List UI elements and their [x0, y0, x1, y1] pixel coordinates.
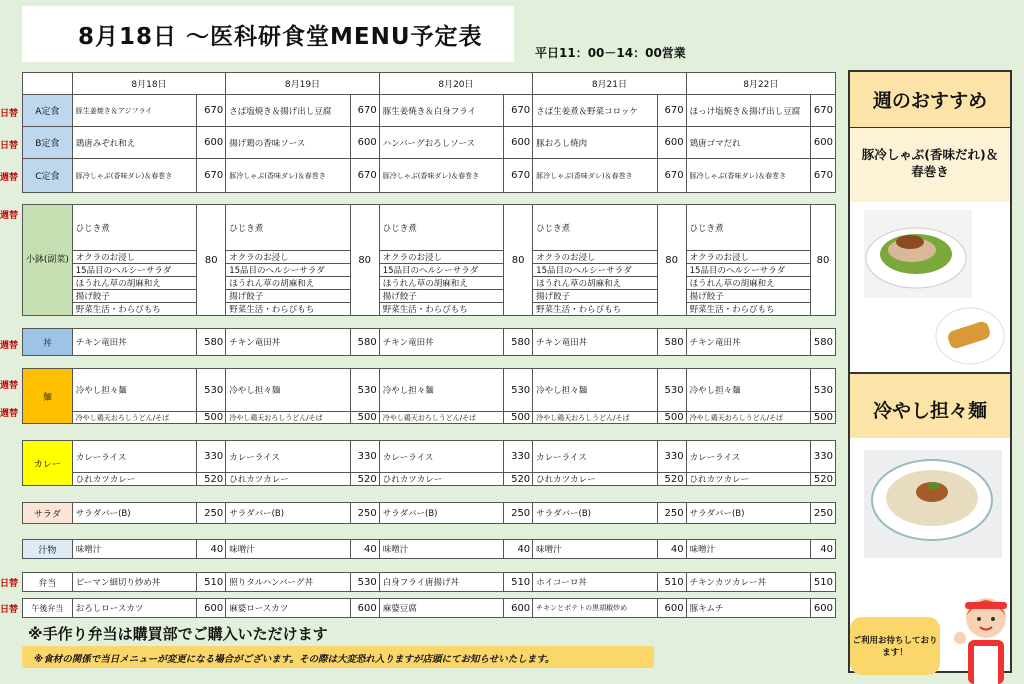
menu-item: サラダバー(B) — [226, 503, 350, 524]
price: 670 — [197, 159, 226, 193]
price: 580 — [657, 329, 686, 356]
menu-item: 照りタルハンバーグ丼 — [226, 573, 350, 592]
menu-item: 15品目のヘルシーサラダ — [686, 264, 810, 277]
price: 600 — [504, 127, 533, 159]
menu-item: ひじき煮 — [379, 205, 503, 251]
menu-item: ハンバーグおろしソース — [379, 127, 503, 159]
bento-row — [23, 573, 836, 592]
don-row — [23, 329, 836, 356]
menu-item: 15品目のヘルシーサラダ — [72, 264, 196, 277]
menu-item: ほうれん草の胡麻和え — [226, 277, 350, 290]
menu-item: チキンカツカレー丼 — [686, 573, 810, 592]
menu-item: 冷やし担々麺 — [533, 369, 657, 412]
menu-item: 揚げ餃子 — [533, 290, 657, 303]
menu-item: ひれカツカレー — [379, 473, 503, 486]
price: 600 — [657, 127, 686, 159]
price: 80 — [197, 205, 226, 316]
price: 330 — [504, 441, 533, 473]
price: 670 — [811, 95, 836, 127]
bento-table — [22, 572, 836, 592]
price: 330 — [197, 441, 226, 473]
menu-item: ほうれん草の胡麻和え — [72, 277, 196, 290]
price: 600 — [197, 127, 226, 159]
menu-item: 豚冷しゃぶ(香味ダレ)＆春巻き — [72, 159, 196, 193]
menu-item: 野菜生活・わらびもち — [686, 303, 810, 316]
price: 80 — [350, 205, 379, 316]
menu-item: 豚キムチ — [686, 599, 810, 618]
price: 250 — [350, 503, 379, 524]
kobachi-row — [23, 264, 836, 277]
menu-item: サラダバー(B) — [379, 503, 503, 524]
kobachi-row — [23, 251, 836, 264]
menu-item: 冷やし鶏天おろしうどん/そば — [379, 412, 503, 424]
price: 530 — [504, 369, 533, 412]
set-meal-table — [22, 72, 836, 193]
menu-item: 冷やし担々麺 — [379, 369, 503, 412]
label-nichigae-gogo: 日替 — [0, 605, 19, 615]
price: 580 — [197, 329, 226, 356]
menu-item: 揚げ餃子 — [686, 290, 810, 303]
menu-item: 鶏唐ゴマだれ — [686, 127, 810, 159]
price: 510 — [811, 573, 836, 592]
price: 670 — [811, 159, 836, 193]
menu-item: ほうれん草の胡麻和え — [533, 277, 657, 290]
label-shugae-c: 週替 — [0, 173, 19, 183]
menu-item: 冷やし担々麺 — [226, 369, 350, 412]
kobachi-row — [23, 290, 836, 303]
don-table — [22, 328, 836, 356]
menu-item: 15品目のヘルシーサラダ — [226, 264, 350, 277]
b-set-row — [23, 127, 836, 159]
menu-item: 麻婆豆腐 — [379, 599, 503, 618]
menu-item: 麻婆ロースカツ — [226, 599, 350, 618]
menu-item: 冷やし鶏天おろしうどん/そば — [226, 412, 350, 424]
kobachi-table — [22, 204, 836, 316]
menu-item: オクラのお浸し — [533, 251, 657, 264]
menu-item: 味噌汁 — [533, 540, 657, 559]
menu-item: チキンとポテトの黒胡椒炒め — [533, 599, 657, 618]
menu-item: 15品目のヘルシーサラダ — [533, 264, 657, 277]
staff-mascot-icon — [950, 588, 1022, 684]
price: 600 — [350, 599, 379, 618]
menu-item: 豚冷しゃぶ(香味ダレ)＆春巻き — [533, 159, 657, 193]
price: 40 — [811, 540, 836, 559]
day-header: 8月21日 — [533, 73, 686, 95]
menu-item: 豚冷しゃぶ(香味ダレ)＆春巻き — [686, 159, 810, 193]
price: 80 — [657, 205, 686, 316]
menu-item: おろしロースカツ — [72, 599, 196, 618]
price: 80 — [811, 205, 836, 316]
price: 520 — [504, 473, 533, 486]
price: 600 — [350, 127, 379, 159]
menu-item: カレーライス — [533, 441, 657, 473]
price: 670 — [504, 95, 533, 127]
price: 530 — [350, 369, 379, 412]
menu-item: カレーライス — [72, 441, 196, 473]
menu-item: カレーライス — [379, 441, 503, 473]
price: 250 — [811, 503, 836, 524]
menu-item: オクラのお浸し — [226, 251, 350, 264]
menu-item: 野菜生活・わらびもち — [72, 303, 196, 316]
menu-item: オクラのお浸し — [379, 251, 503, 264]
menu-item: 野菜生活・わらびもち — [379, 303, 503, 316]
men-row-1 — [23, 369, 836, 412]
recommend-photo-1 — [850, 202, 1010, 372]
price: 600 — [504, 599, 533, 618]
menu-item: 冷やし鶏天おろしうどん/そば — [72, 412, 196, 424]
price: 670 — [504, 159, 533, 193]
label-nichigae-bento: 日替 — [0, 579, 19, 589]
handmade-bento-notice: ※手作り弁当は購買部でご購入いただけます — [28, 625, 328, 643]
men-row-2 — [23, 412, 836, 424]
menu-item: ほうれん草の胡麻和え — [686, 277, 810, 290]
menu-item: 冷やし担々麺 — [72, 369, 196, 412]
category-curry: カレー — [23, 441, 73, 486]
category-soup: 汁物 — [23, 540, 73, 559]
price: 40 — [197, 540, 226, 559]
price: 510 — [197, 573, 226, 592]
price: 670 — [657, 95, 686, 127]
menu-item: ほっけ塩焼き＆揚げ出し豆腐 — [686, 95, 810, 127]
category-c: C定食 — [23, 159, 73, 193]
menu-item: オクラのお浸し — [686, 251, 810, 264]
menu-item: チキン竜田丼 — [72, 329, 196, 356]
price: 520 — [811, 473, 836, 486]
label-shugae-men1: 週替 — [0, 381, 19, 391]
category-don: 丼 — [23, 329, 73, 356]
price: 670 — [197, 95, 226, 127]
category-afternoon-bento: 午後弁当 — [23, 599, 73, 618]
day-header: 8月20日 — [379, 73, 532, 95]
price: 530 — [657, 369, 686, 412]
category-bento: 弁当 — [23, 573, 73, 592]
menu-item: 揚げ鶏の香味ソース — [226, 127, 350, 159]
price: 500 — [197, 412, 226, 424]
menu-item: 揚げ餃子 — [379, 290, 503, 303]
menu-item: 豚おろし焼肉 — [533, 127, 657, 159]
category-men: 麺 — [23, 369, 73, 424]
price: 330 — [657, 441, 686, 473]
price: 330 — [811, 441, 836, 473]
price: 80 — [504, 205, 533, 316]
curry-table — [22, 440, 836, 486]
menu-item: 味噌汁 — [686, 540, 810, 559]
label-nichigae-a: 日替 — [0, 109, 19, 119]
price: 330 — [350, 441, 379, 473]
price: 500 — [657, 412, 686, 424]
shabu-plate-image — [850, 202, 1010, 372]
menu-item: ひじき煮 — [226, 205, 350, 251]
price: 530 — [811, 369, 836, 412]
price: 530 — [350, 573, 379, 592]
menu-item: 野菜生活・わらびもち — [226, 303, 350, 316]
afternoon-bento-table — [22, 598, 836, 618]
price: 250 — [657, 503, 686, 524]
menu-change-notice: ※食材の関係で当日メニューが変更になる場合がございます。その際は大変恐れ入りますが店頭にてお知らせいたします。 — [22, 646, 654, 668]
menu-item: さば塩焼き＆揚げ出し豆腐 — [226, 95, 350, 127]
menu-item: ひじき煮 — [686, 205, 810, 251]
weekly-recommendation-panel — [848, 70, 1012, 673]
menu-item: さば生姜煮＆野菜コロッケ — [533, 95, 657, 127]
price: 250 — [197, 503, 226, 524]
price: 250 — [504, 503, 533, 524]
soup-table — [22, 539, 836, 559]
price: 500 — [350, 412, 379, 424]
menu-item: サラダバー(B) — [72, 503, 196, 524]
welcome-bubble: ご利用お待ちしております！ — [850, 617, 940, 675]
menu-item: ひじき煮 — [72, 205, 196, 251]
menu-item: ほうれん草の胡麻和え — [379, 277, 503, 290]
price: 670 — [350, 159, 379, 193]
menu-item: 豚生姜焼き＆アジフライ — [72, 95, 196, 127]
a-set-row — [23, 95, 836, 127]
menu-item: 味噌汁 — [379, 540, 503, 559]
recommend-photo-2 — [850, 438, 1010, 558]
menu-item: オクラのお浸し — [72, 251, 196, 264]
price: 600 — [811, 127, 836, 159]
category-b: B定食 — [23, 127, 73, 159]
menu-item: 味噌汁 — [72, 540, 196, 559]
recommend-item-1: 豚冷しゃぶ(香味だれ)＆春巻き — [850, 128, 1010, 202]
price: 600 — [657, 599, 686, 618]
menu-item: チキン竜田丼 — [379, 329, 503, 356]
tantan-noodle-image — [850, 438, 1010, 558]
salad-table — [22, 502, 836, 524]
menu-item: 鶏唐みぞれ和え — [72, 127, 196, 159]
label-shugae-don: 週替 — [0, 341, 19, 351]
price: 670 — [350, 95, 379, 127]
price: 40 — [350, 540, 379, 559]
menu-item: 冷やし鶏天おろしうどん/そば — [533, 412, 657, 424]
menu-item: 揚げ餃子 — [72, 290, 196, 303]
label-shugae-kobachi: 週替 — [0, 211, 19, 221]
price: 40 — [657, 540, 686, 559]
menu-item: ひれカツカレー — [226, 473, 350, 486]
menu-item: 豚生姜焼き＆白身フライ — [379, 95, 503, 127]
business-hours: 平日11：00－14：00営業 — [535, 46, 686, 60]
kobachi-row — [23, 277, 836, 290]
price: 500 — [504, 412, 533, 424]
label-shugae-men2: 週替 — [0, 409, 19, 419]
menu-item: ひれカツカレー — [533, 473, 657, 486]
menu-item: ホイコーロ丼 — [533, 573, 657, 592]
price: 580 — [811, 329, 836, 356]
menu-item: カレーライス — [226, 441, 350, 473]
c-set-row — [23, 159, 836, 193]
menu-item: サラダバー(B) — [533, 503, 657, 524]
menu-item: 白身フライ唐揚げ丼 — [379, 573, 503, 592]
curry-row-2 — [23, 473, 836, 486]
menu-item: サラダバー(B) — [686, 503, 810, 524]
label-nichigae-b: 日替 — [0, 141, 19, 151]
menu-item: ひれカツカレー — [72, 473, 196, 486]
menu-item: ピーマン細切り炒め丼 — [72, 573, 196, 592]
category-a: A定食 — [23, 95, 73, 127]
menu-item: 豚冷しゃぶ(香味ダレ)＆春巻き — [379, 159, 503, 193]
day-header-row — [23, 73, 836, 95]
weekly-recommendation-title: 週のおすすめ — [850, 72, 1010, 128]
price: 520 — [197, 473, 226, 486]
price: 40 — [504, 540, 533, 559]
menu-item: 15品目のヘルシーサラダ — [379, 264, 503, 277]
page-title: 8月18日 ～医科研食堂MENU予定表 — [78, 24, 483, 50]
price: 580 — [350, 329, 379, 356]
soup-row — [23, 540, 836, 559]
day-header: 8月19日 — [226, 73, 379, 95]
price: 670 — [657, 159, 686, 193]
price: 580 — [504, 329, 533, 356]
price: 530 — [197, 369, 226, 412]
price: 510 — [504, 573, 533, 592]
menu-item: チキン竜田丼 — [226, 329, 350, 356]
menu-item: 豚冷しゃぶ(香味ダレ)＆春巻き — [226, 159, 350, 193]
price: 520 — [350, 473, 379, 486]
kobachi-row — [23, 303, 836, 316]
menu-item: ひじき煮 — [533, 205, 657, 251]
menu-item: 冷やし鶏天おろしうどん/そば — [686, 412, 810, 424]
curry-row-1 — [23, 441, 836, 473]
menu-item: 味噌汁 — [226, 540, 350, 559]
price: 600 — [197, 599, 226, 618]
menu-item: チキン竜田丼 — [533, 329, 657, 356]
category-salad: サラダ — [23, 503, 73, 524]
price: 500 — [811, 412, 836, 424]
menu-item: 野菜生活・わらびもち — [533, 303, 657, 316]
salad-row — [23, 503, 836, 524]
menu-item: カレーライス — [686, 441, 810, 473]
day-header: 8月18日 — [72, 73, 225, 95]
price: 520 — [657, 473, 686, 486]
price: 600 — [811, 599, 836, 618]
recommend-item-2: 冷やし担々麺 — [850, 372, 1010, 438]
afternoon-bento-row — [23, 599, 836, 618]
menu-item: 揚げ餃子 — [226, 290, 350, 303]
category-kobachi: 小鉢(副菜) — [23, 205, 73, 316]
day-header: 8月22日 — [686, 73, 835, 95]
menu-item: ひれカツカレー — [686, 473, 810, 486]
price: 510 — [657, 573, 686, 592]
kobachi-row — [23, 205, 836, 251]
menu-item: 冷やし担々麺 — [686, 369, 810, 412]
men-table — [22, 368, 836, 424]
menu-item: チキン竜田丼 — [686, 329, 810, 356]
